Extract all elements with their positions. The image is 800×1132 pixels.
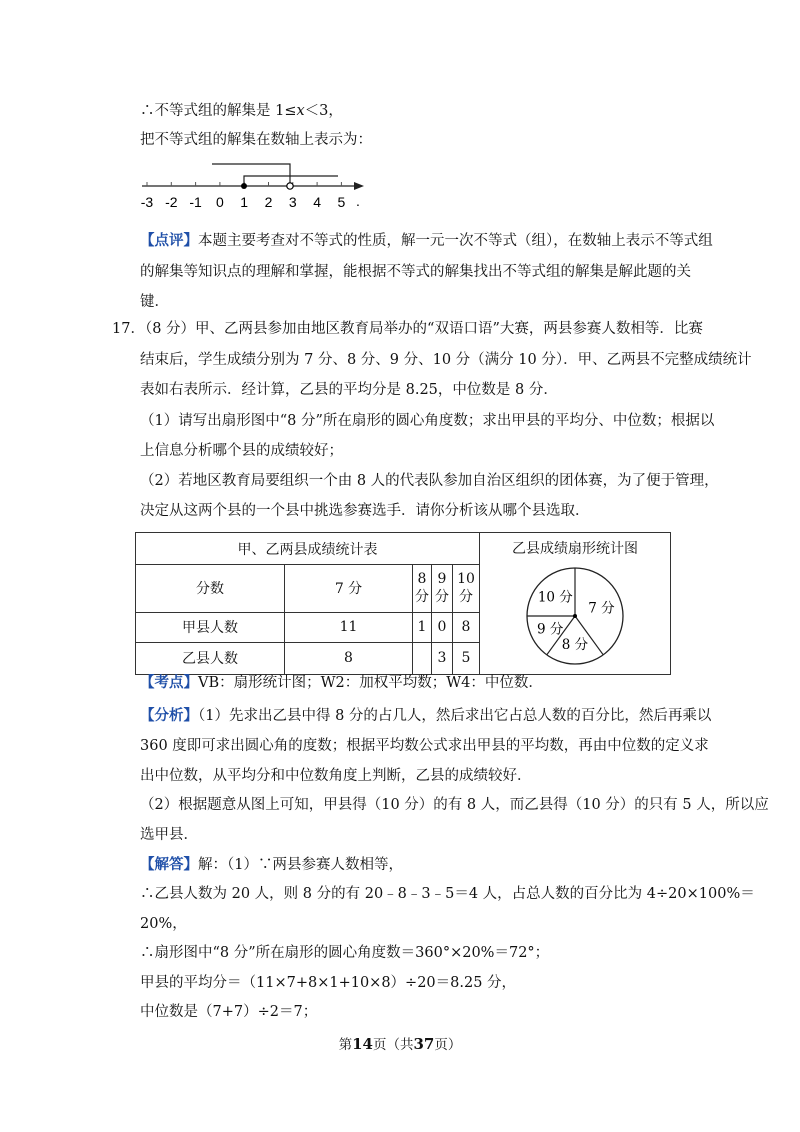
kaodian-line xyxy=(140,673,543,693)
cell: 0 xyxy=(432,612,453,642)
comment-line-3: 键． xyxy=(140,294,169,310)
question-17-line-5: 上信息分析哪个县的成绩较好； xyxy=(140,443,343,459)
question-17-line-3: 表如右表所示．经计算，乙县的平均分是 8.25，中位数是 8 分． xyxy=(140,382,558,398)
tick-label: 5 xyxy=(337,194,346,210)
jieda-tag: 【解答】 xyxy=(140,856,198,873)
fenxi-line-3: 出中位数，从平均分和中位数角度上判断，乙县的成绩较好． xyxy=(140,768,532,784)
footer-pre: 第 xyxy=(338,1037,353,1053)
stats-table xyxy=(135,532,671,675)
fenxi-line-1 xyxy=(140,706,711,726)
pie-slice-label: 7 分 xyxy=(588,600,615,617)
period-mark: . xyxy=(356,193,360,209)
pie-center xyxy=(573,614,577,618)
cell: 5 xyxy=(453,642,480,674)
question-17-line-6: （2）若地区教育局要组织一个由 8 人的代表队参加自治区组织的团体赛，为了便于管理， xyxy=(140,473,719,489)
fenxi-line-2: 360 度即可求出圆心角的度数；根据平均数公式求出甲县的平均数，再由中位数的定义求 xyxy=(140,738,709,754)
cell: 8 xyxy=(453,612,480,642)
jieda-line-5: 甲县的平均分＝（11×7+8×1+10×8）÷20＝8.25 分， xyxy=(140,975,517,991)
tick-label: 4 xyxy=(313,194,321,210)
tick-label: 1 xyxy=(240,194,249,210)
tick-label: 3 xyxy=(288,194,297,210)
kaodian-text: VB：扇形统计图；W2：加权平均数；W4：中位数． xyxy=(198,675,543,691)
question-17-line-1: 17．（8 分）甲、乙两县参加由地区教育局举办的“双语口语”大赛，两县参赛人数相等．比赛 xyxy=(112,321,703,337)
solution-set-line xyxy=(140,101,343,121)
tick-label: 2 xyxy=(264,194,273,210)
cell: 3 xyxy=(432,642,453,674)
comment-text: 本题主要考查对不等式的性质，解一元一次不等式（组），在数轴上表示不等式组 xyxy=(198,233,713,249)
cell xyxy=(413,642,432,674)
solid-point xyxy=(241,183,247,189)
fenxi-line-4: （2）根据题意从图上可知，甲县得（10 分）的有 8 人，而乙县得（10 分）的只有 5 人，所以应 xyxy=(140,797,769,813)
number-line xyxy=(140,158,380,214)
table-title-row xyxy=(136,533,671,565)
comment-line-1 xyxy=(140,231,713,251)
kaodian-tag: 【考点】 xyxy=(140,674,198,691)
pie-slice-label: 10 分 xyxy=(537,589,573,606)
tick-label: -2 xyxy=(165,194,178,210)
jieda-line-4: ∴扇形图中“8 分”所在扇形的圆心角度数＝360°×20%＝72°； xyxy=(140,945,550,961)
row-label-yi: 乙县人数 xyxy=(136,642,285,674)
fenxi-text: （1）先求出乙县中得 8 分的占几人，然后求出它占总人数的百分比，然后再乘以 xyxy=(198,708,712,724)
question-17-line-2: 结束后，学生成绩分别为 7 分、8 分、9 分、10 分（满分 10 分）．甲、乙两县不完整成绩统计 xyxy=(140,352,752,368)
table-title-left: 甲、乙两县成绩统计表 xyxy=(136,533,480,565)
variable-x: x xyxy=(296,103,305,119)
jieda-line-1 xyxy=(140,855,403,875)
page-number: 14 xyxy=(352,1035,373,1053)
table-title-right: 乙县成绩扇形统计图 xyxy=(512,541,638,557)
cell: 1 xyxy=(413,612,432,642)
cell: 11 xyxy=(285,612,413,642)
fenxi-tag: 【分析】 xyxy=(140,707,198,724)
footer-post: 页） xyxy=(434,1037,462,1053)
header-score: 分数 xyxy=(136,565,285,612)
pie-chart xyxy=(480,558,670,670)
question-17-line-4: （1）请写出扇形图中“8 分”所在扇形的圆心角度数；求出甲县的平均分、中位数；根据以 xyxy=(140,413,715,429)
solution-set-text-end: ＜3， xyxy=(304,103,343,119)
total-pages: 37 xyxy=(413,1035,435,1053)
jieda-line-6: 中位数是（7+7）÷2＝7； xyxy=(140,1004,318,1020)
jieda-line-2: ∴乙县人数为 20 人，则 8 分的有 20﹣8﹣3﹣5＝4 人，占总人数的百分比为 4÷20×100%＝ xyxy=(140,886,755,902)
solution-set-text: ∴不等式组的解集是 1≤ xyxy=(140,103,297,119)
page-footer xyxy=(0,1033,800,1053)
cell: 8 xyxy=(285,642,413,674)
tick-label: -3 xyxy=(140,194,154,210)
question-17-line-7: 决定从这两个县的一个县中挑选参赛选手．请你分析该从哪个县选取． xyxy=(140,503,590,519)
open-point xyxy=(287,183,293,189)
header-9: 9 分 xyxy=(432,565,453,612)
header-8: 8 分 xyxy=(413,565,432,612)
fenxi-line-5: 选甲县． xyxy=(140,827,198,843)
stats-table-wrapper xyxy=(135,532,671,675)
tick-label: 0 xyxy=(216,194,224,210)
numberline-intro: 把不等式组的解集在数轴上表示为： xyxy=(140,132,372,148)
pie-slice-label: 9 分 xyxy=(536,621,564,638)
footer-mid: 页（共 xyxy=(373,1037,414,1053)
header-7: 7 分 xyxy=(285,565,413,612)
header-10: 10 分 xyxy=(453,565,480,612)
row-label-jia: 甲县人数 xyxy=(136,612,285,642)
comment-line-2: 的解集等知识点的理解和掌握，能根据不等式的解集找出不等式组的解集是解此题的关 xyxy=(140,264,691,280)
axis-arrow-icon xyxy=(354,182,364,190)
open-bracket xyxy=(212,164,290,186)
jieda-line-3: 20%， xyxy=(140,916,187,932)
jieda-text: 解：（1）∵两县参赛人数相等， xyxy=(198,857,403,873)
tick-label: -1 xyxy=(189,194,202,210)
pie-cell xyxy=(480,533,671,675)
pie-slice-label: 8 分 xyxy=(561,636,589,653)
comment-tag: 【点评】 xyxy=(140,232,198,249)
